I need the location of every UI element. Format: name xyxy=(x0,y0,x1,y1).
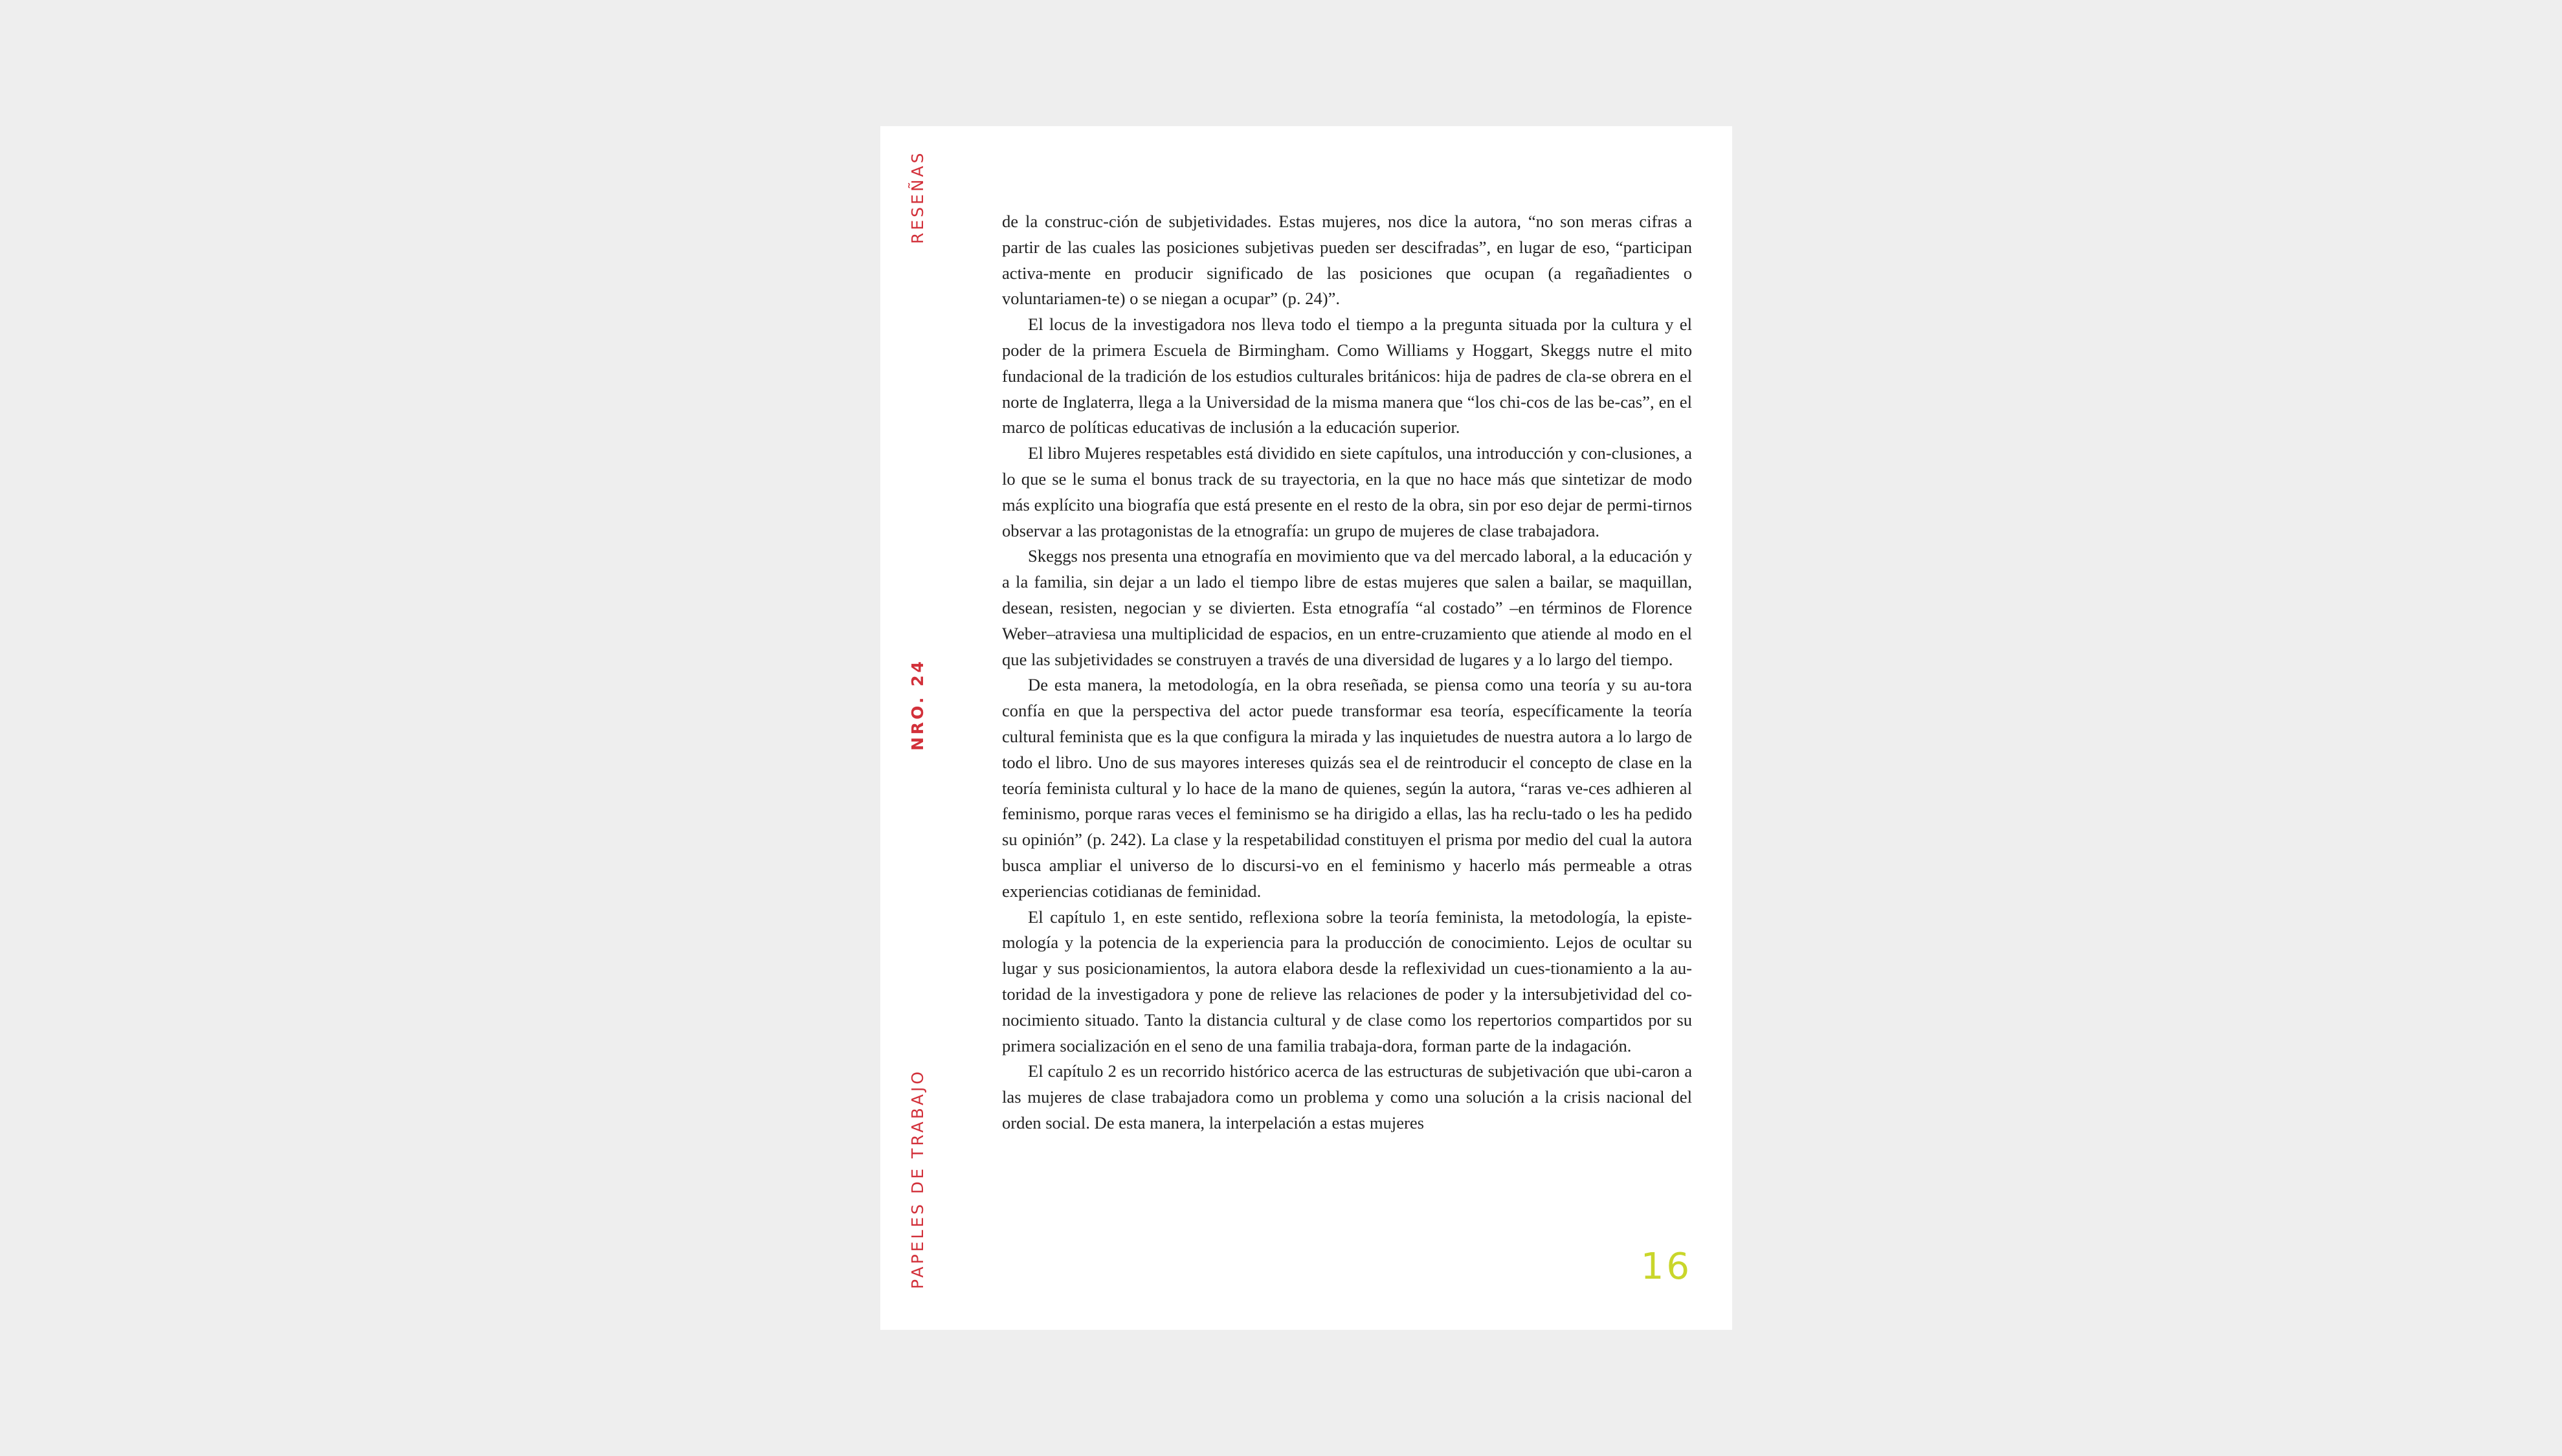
section-label: RESEÑAS xyxy=(908,150,927,244)
paragraph: El capítulo 1, en este sentido, reflexiona sobre la teoría feminista, la metodología, la episte-mología y la potencia de la experiencia para la producción de conocimiento. Lejos de ocultar su lugar y sus posicionamientos, la autora elabora desde la reflexividad un cues-tionamiento a la au-toridad de la investigadora y pone de relieve las relaciones de poder y la intersubjetividad del co-nocimiento situado. Tanto la distancia cultural y de clase como los repertorios compartidos por su primera socialización en el seno de una familia trabaja-dora, forman parte de la indagación. xyxy=(1002,907,1692,1055)
body-text xyxy=(1002,209,1692,1136)
document-page xyxy=(880,126,1732,1330)
issue-number-label: NRO. 24 xyxy=(908,659,927,751)
journal-name-label: PAPELES DE TRABAJO xyxy=(908,1068,927,1289)
page-number: 16 xyxy=(1640,1246,1692,1288)
paragraph: De esta manera, la metodología, en la obra reseñada, se piensa como una teoría y su au-tora confía en que la perspectiva del actor puede transformar esa teoría, específicamente la teoría cultural feminista que es la que configura la mirada y las inquietudes de nuestra autora a lo largo de todo el libro. Uno de sus mayores intereses quizás sea el de reintroducir el concepto de clase en la teoría feminista cultural y lo hace de la mano de quienes, según la autora, “raras ve-ces adhieren al feminismo, porque raras veces el feminismo se ha dirigido a ellas, las ha reclu-tado o les ha pedido su opinión” (p. 242). La clase y la respetabilidad constituyen el prisma por medio del cual la autora busca ampliar el universo de lo discursi-vo en el feminismo y hacerlo más permeable a otras experiencias cotidianas de feminidad. xyxy=(1002,675,1692,901)
paragraph: de la construc-ción de subjetividades. Estas mujeres, nos dice la autora, “no son meras cifras a partir de las cuales las posiciones subjetivas pueden ser descifradas”, en lugar de eso, “participan activa-mente en producir significado de las posiciones que ocupan (a regañadientes o voluntariamen-te) o se niegan a ocupar” (p. 24)”. xyxy=(1002,212,1692,309)
paragraph: Skeggs nos presenta una etnografía en movimiento que va del mercado laboral, a la educación y a la familia, sin dejar a un lado el tiempo libre de estas mujeres que salen a bailar, se maquillan, desean, resisten, negocian y se divierten. Esta etnografía “al costado” –en términos de Florence Weber–atraviesa una multiplicidad de espacios, en un entre-cruzamiento que atiende al modo en el que las subjetividades se construyen a través de una diversidad de lugares y a lo largo del tiempo. xyxy=(1002,546,1692,669)
paragraph: El locus de la investigadora nos lleva todo el tiempo a la pregunta situada por la cultura y el poder de la primera Escuela de Birmingham. Como Williams y Hoggart, Skeggs nutre el mito fundacional de la tradición de los estudios culturales británicos: hija de padres de cla-se obrera en el norte de Inglaterra, llega a la Universidad de la misma manera que “los chi-cos de las be-cas”, en el marco de políticas educativas de inclusión a la educación superior. xyxy=(1002,314,1692,437)
paragraph: El libro Mujeres respetables está dividido en siete capítulos, una introducción y con-clusiones, a lo que se le suma el bonus track de su trayectoria, en la que no hace más que sintetizar de modo más explícito una biografía que está presente en el resto de la obra, sin por eso dejar de permi-tirnos observar a las protagonistas de la etnografía: un grupo de mujeres de clase trabajadora. xyxy=(1002,443,1692,540)
paragraph: El capítulo 2 es un recorrido histórico acerca de las estructuras de subjetivación que ubi-caron a las mujeres de clase trabajadora como un problema y como una solución a la crisis nacional del orden social. De esta manera, la interpelación a estas mujeres xyxy=(1002,1061,1692,1132)
